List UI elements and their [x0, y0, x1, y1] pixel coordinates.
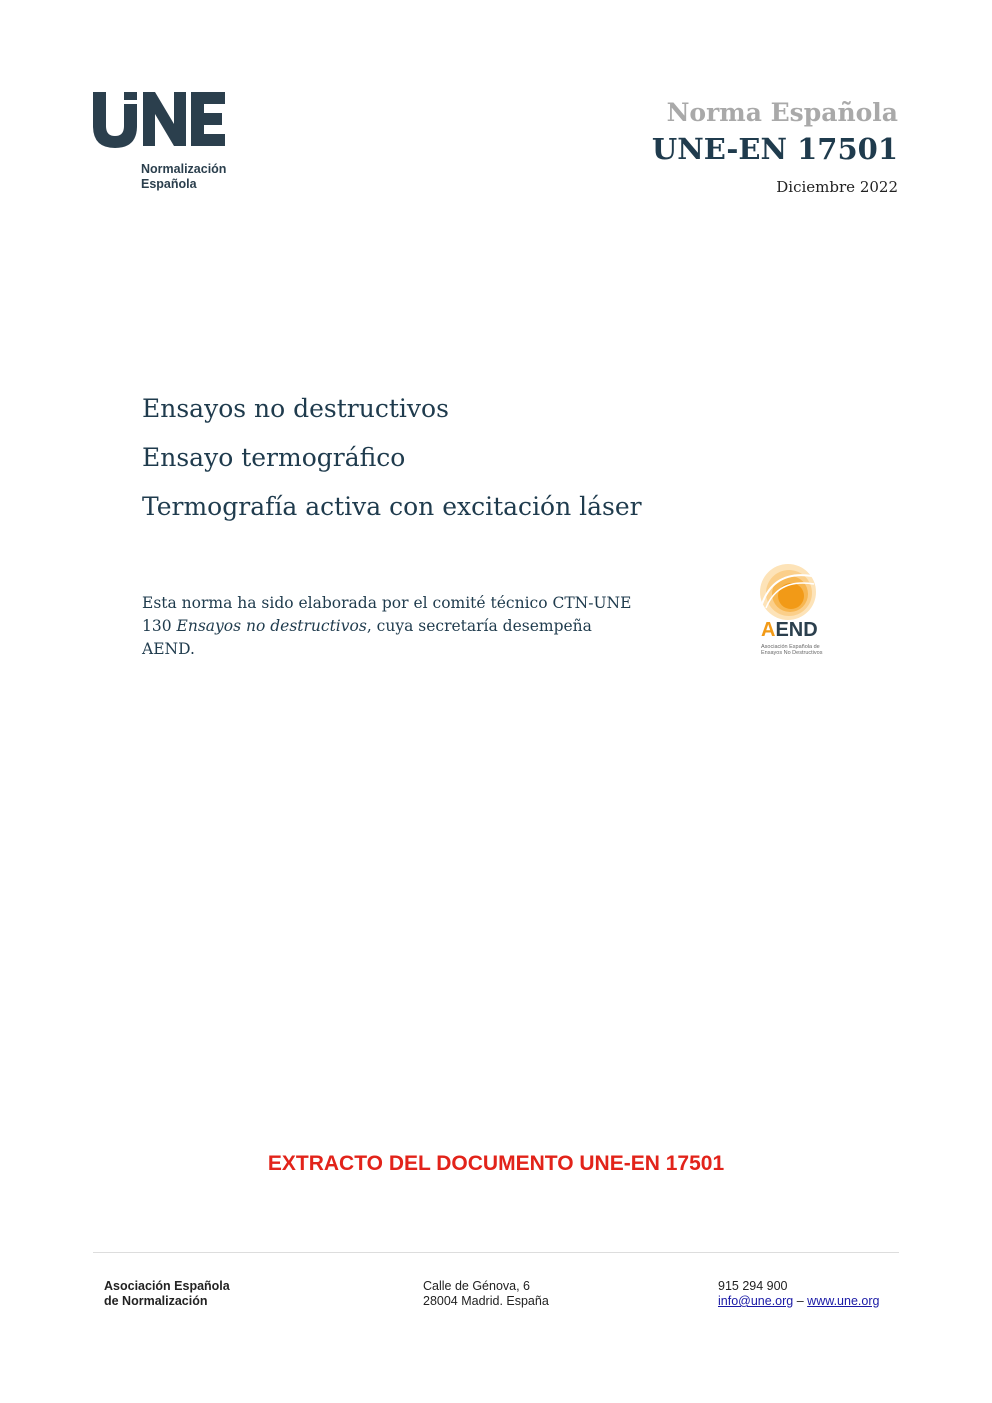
footer-email-link[interactable]: info@une.org: [718, 1294, 794, 1308]
footer-links: [718, 1294, 879, 1309]
standard-code: UNE-EN 17501: [651, 132, 898, 166]
aend-wordmark: [761, 619, 818, 642]
une-logo-sub-line1: Normalización: [141, 162, 227, 176]
standard-titles: [142, 384, 642, 531]
extract-notice: EXTRACTO DEL DOCUMENTO UNE-EN 17501: [267, 1152, 725, 1175]
footer-contact: [718, 1279, 879, 1309]
title-line-1: Ensayos no destructivos: [142, 394, 449, 423]
footer-address-line2: 28004 Madrid. España: [423, 1294, 549, 1308]
footer-organization: [104, 1279, 230, 1309]
une-logo-sub-line2: Española: [141, 177, 197, 191]
aend-sun-icon: [752, 562, 832, 622]
footer-org-line2: de Normalización: [104, 1294, 208, 1308]
footer-org-line1: Asociación Española: [104, 1279, 230, 1293]
footer-separator: –: [796, 1294, 804, 1308]
footer-website-link[interactable]: www.une.org: [807, 1294, 880, 1308]
une-logo-subtitle: [141, 162, 226, 192]
title-line-2: Ensayo termográfico: [142, 443, 406, 472]
une-logo: [93, 90, 243, 200]
committee-name-italic: Ensayos no destructivos: [176, 617, 367, 635]
aend-letter-a: A: [761, 619, 776, 641]
footer-address-line1: Calle de Génova, 6: [423, 1279, 531, 1293]
footer-address: [423, 1279, 549, 1309]
footer-phone: 915 294 900: [718, 1279, 788, 1293]
une-logo-mark-icon: [93, 90, 233, 150]
aend-tagline-line2: Ensayos No Destructivos: [761, 650, 823, 656]
committee-note: [142, 592, 642, 661]
title-line-3: Termografía activa con excitación láser: [142, 492, 642, 521]
standard-date: Diciembre 2022: [776, 178, 898, 196]
footer-divider: [93, 1252, 899, 1253]
committee-text-part2: , cuya secretaría desempeña AEND.: [142, 617, 592, 658]
committee-text-part1: Esta norma ha sido elaborada por el comité técnico CTN-UNE 130: [142, 594, 632, 635]
standard-header: [652, 96, 898, 196]
standard-label: Norma Española: [666, 98, 898, 127]
aend-tagline-line1: Asociación Española de: [761, 644, 820, 650]
aend-logo: [752, 562, 832, 662]
aend-tagline: [761, 644, 822, 656]
aend-letters-rest: END: [775, 619, 818, 641]
